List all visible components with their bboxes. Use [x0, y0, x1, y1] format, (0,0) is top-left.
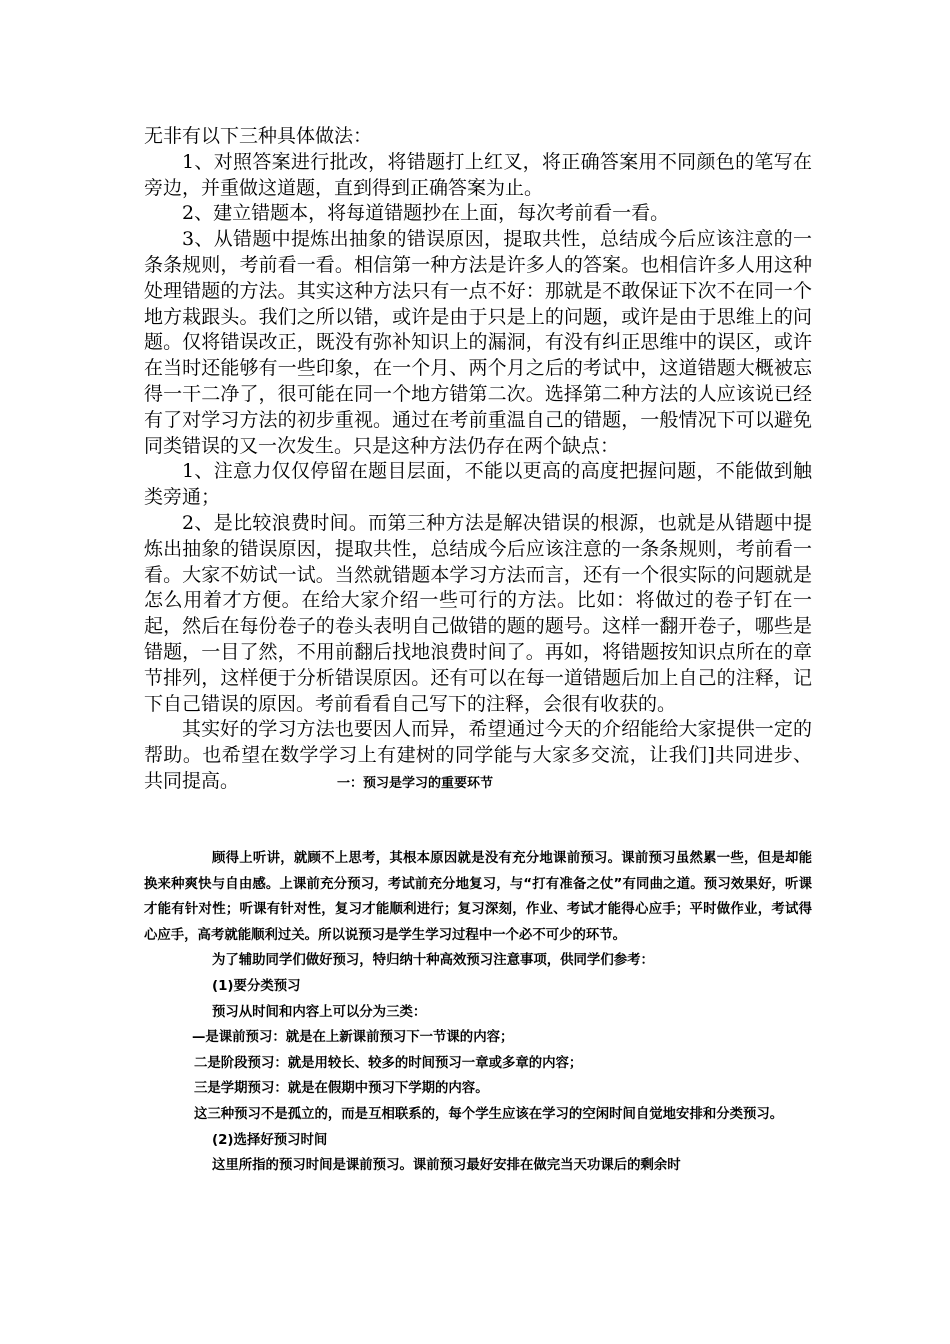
item-1-intro: 预习从时间和内容上可以分为三类： — [212, 1004, 427, 1020]
closing-text: 其实好的学习方法也要因人而异，希望通过今天的介绍能给大家提供一定的帮助。也希望在数学学习上有建树的同学能与大家多交流，让我们]共同进步、共同提高。 — [144, 718, 812, 792]
preview-paragraph-4: 这里所指的预习时间是课前预习。课前预习最好安排在做完当天功课后的剩余时 — [212, 1158, 681, 1174]
preview-type-2: 二是阶段预习：就是用较长、较多的时间预习一章或多章的内容； — [194, 1055, 583, 1071]
drawback-2: 2、是比较浪费时间。而第三种方法是解决错误的根源，也就是从错题中提炼出抽象的错误原因，提取共性，总结成今后应该注意的一条条规则，考前看一看。大家不妨试一试。当然就错题本学习方法而言，还有一个很实际的问题就是怎么用着才方便。在给大家介绍一些可行的方法。比如：将做过的卷子钉在一起，然后在每份卷子的卷头表明自己做错的题的题号。这样一翻开卷子，哪些是错题，一目了然，不用前翻后找地浪费时间了。再如，将错题按知识点所在的章节排列，这样便于分析错误原因。还有可以在每一道错题后加上自己的注释，记下自己错误的原因。考前看看自己写下的注释，会很有收获的。 — [144, 511, 812, 715]
closing-paragraph — [144, 717, 812, 796]
drawback-1: 1、注意力仅仅停留在题目层面，不能以更高的高度把握问题，不能做到触类旁通； — [144, 460, 812, 509]
preview-paragraph-2: 为了辅助同学们做好预习，特归纳十种高效预习注意事项，供同学们参考： — [212, 953, 654, 969]
preview-paragraph-1: 顾得上听讲，就顾不上思考，其根本原因就是没有充分地课前预习。课前预习虽然累一些，但是却能换来种爽快与自由感。上课前充分预习，考试前充分地复习，与“打有准备之仗”有同曲之道。预习效果好，听课才能有针对性；听课有针对性，复习才能顺利进行；复习深刻，作业、考试才能得心应手；平时做作业，考试得心应手，高考就能顺利过关。所以说预习是学生学习过程中一个必不可少的环节。 — [144, 851, 812, 943]
method-1: 1、对照答案进行批改，将错题打上红叉，将正确答案用不同颜色的笔写在旁边，并重做这道题，直到得到正确答案为止。 — [144, 150, 812, 199]
preview-type-1: —是课前预习：就是在上新课前预习下一节课的内容； — [192, 1030, 514, 1046]
method-2: 2、建立错题本，将每道错题抄在上面，每次考前看一看。 — [182, 202, 670, 225]
section-heading: 一：预习是学习的重要环节 — [337, 775, 494, 791]
item-1-title: (1)要分类预习 — [212, 978, 301, 994]
intro-line: 无非有以下三种具体做法： — [144, 125, 373, 147]
preview-type-3: 三是学期预习：就是在假期中预习下学期的内容。 — [194, 1081, 489, 1097]
preview-paragraph-3: 这三种预习不是孤立的，而是互相联系的，每个学生应该在学习的空闲时间自觉地安排和分类预习。 — [194, 1106, 784, 1122]
item-2-title: (2)选择好预习时间 — [212, 1132, 328, 1148]
method-3: 3、从错题中提炼出抽象的错误原因，提取共性，总结成今后应该注意的一条条规则，考前看一看。相信第一种方法是许多人的答案。也相信许多人用这种处理错题的方法。其实这种方法只有一点不好：那就是不敢保证下次不在同一个地方栽跟头。我们之所以错，或许是由于只是上的问题，或许是由于思维上的问题。仅将错误改正，既没有弥补知识上的漏洞，有没有纠正思维中的误区，或许在当时还能够有一些印象，在一个月、两个月之后的考试中，这道错题大概被忘得一干二净了，很可能在同一个地方错第二次。选择第二种方法的人应该说已经有了对学习方法的初步重视。通过在考前重温自己的错题，一般情况下可以避免同类错误的又一次发生。只是这种方法仍存在两个缺点： — [144, 228, 812, 457]
preview-section — [144, 846, 812, 1179]
study-methods-text — [144, 124, 812, 797]
